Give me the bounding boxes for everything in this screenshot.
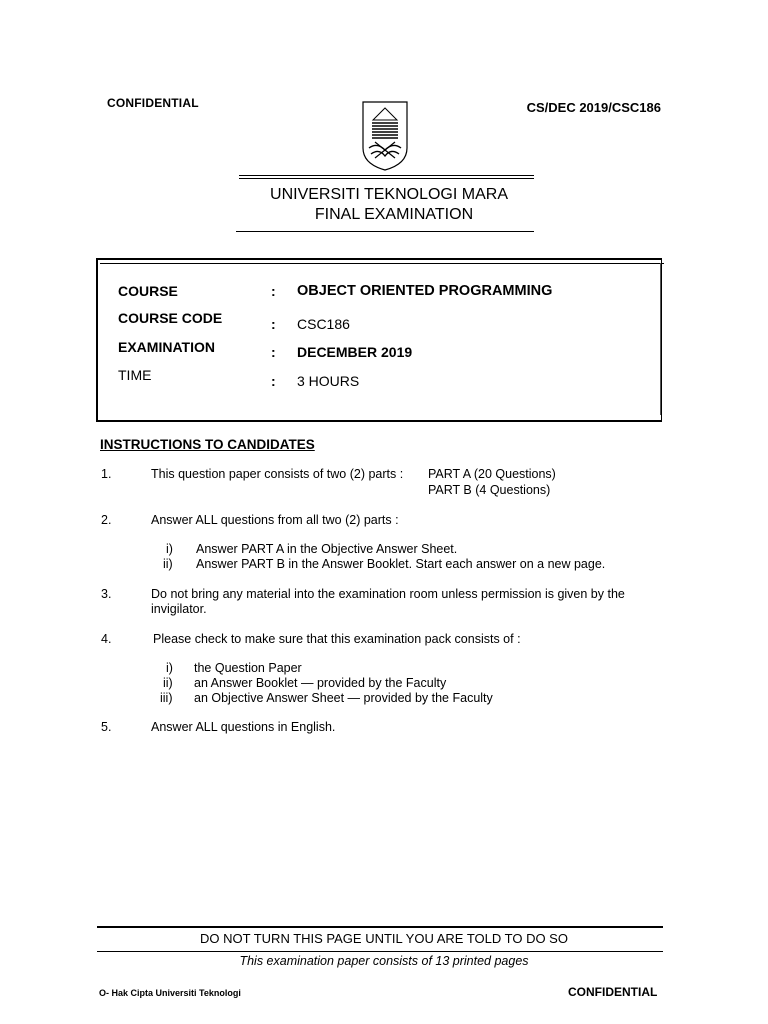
instruction-text: This question paper consists of two (2) parts : <box>151 467 404 481</box>
detail-colon: : <box>271 373 276 389</box>
university-crest-icon <box>361 98 409 172</box>
instruction-text: Answer ALL questions from all two (2) parts : <box>151 513 399 527</box>
subitem-number: ii) <box>163 676 173 690</box>
detail-label: TIME <box>118 367 152 383</box>
instruction-text-line2: invigilator. <box>151 602 207 616</box>
subitem-number: ii) <box>163 557 173 571</box>
detail-colon: : <box>271 344 276 360</box>
box-double-rule-right <box>660 263 661 415</box>
detail-value: 3 HOURS <box>297 373 360 389</box>
subitem-text: Answer PART A in the Objective Answer Sheet. <box>196 542 458 556</box>
classification-footer: CONFIDENTIAL <box>568 985 658 999</box>
detail-label: COURSE <box>118 283 178 299</box>
detail-value: CSC186 <box>297 316 350 332</box>
title-rule-bottom <box>236 231 534 232</box>
paper-code: CS/DEC 2019/CSC186 <box>526 100 661 115</box>
box-double-rule <box>100 263 664 264</box>
copyright-note: O- Hak Cipta Universiti Teknologi <box>99 988 241 998</box>
pages-note: This examination paper consists of 13 printed pages <box>239 954 529 968</box>
detail-colon: : <box>271 316 276 332</box>
university-name: UNIVERSITI TEKNOLOGI MARA <box>270 186 508 203</box>
detail-value: DECEMBER 2019 <box>297 344 413 360</box>
course-details-box <box>96 258 662 422</box>
instruction-text: Please check to make sure that this examination pack consists of : <box>153 632 521 646</box>
footer-rule-bottom <box>97 951 663 952</box>
instruction-number: 3. <box>101 587 112 601</box>
subitem-number: iii) <box>160 691 173 705</box>
part-a: PART A (20 Questions) <box>428 467 556 481</box>
subitem-text: Answer PART B in the Answer Booklet. Start each answer on a new page. <box>196 557 606 571</box>
footer-rule-top <box>97 926 663 928</box>
title-rule-top-2 <box>239 178 534 179</box>
detail-value: OBJECT ORIENTED PROGRAMMING <box>297 283 553 299</box>
classification-header: CONFIDENTIAL <box>107 96 199 110</box>
subitem-number: i) <box>166 542 173 556</box>
subitem-text: the Question Paper <box>194 661 302 675</box>
instruction-number: 5. <box>101 720 112 734</box>
do-not-turn-notice: DO NOT TURN THIS PAGE UNTIL YOU ARE TOLD TO DO SO <box>200 931 568 946</box>
instruction-number: 2. <box>101 513 112 527</box>
instruction-text: Answer ALL questions in English. <box>151 720 336 734</box>
instruction-number: 1. <box>101 467 112 481</box>
exam-title: FINAL EXAMINATION <box>314 206 474 223</box>
detail-colon: : <box>271 283 276 299</box>
title-rule-top <box>239 175 534 176</box>
title-block <box>0 186 768 224</box>
part-b: PART B (4 Questions) <box>428 483 551 497</box>
subitem-number: i) <box>166 661 173 675</box>
instruction-text-line1: Do not bring any material into the examination room unless permission is given by the <box>151 587 625 601</box>
instructions-title: INSTRUCTIONS TO CANDIDATES <box>100 437 315 452</box>
subitem-text: an Answer Booklet — provided by the Faculty <box>194 676 447 690</box>
instruction-number: 4. <box>101 632 112 646</box>
detail-label: EXAMINATION <box>118 339 215 355</box>
subitem-text: an Objective Answer Sheet — provided by the Faculty <box>194 691 493 705</box>
detail-label: COURSE CODE <box>118 310 223 326</box>
